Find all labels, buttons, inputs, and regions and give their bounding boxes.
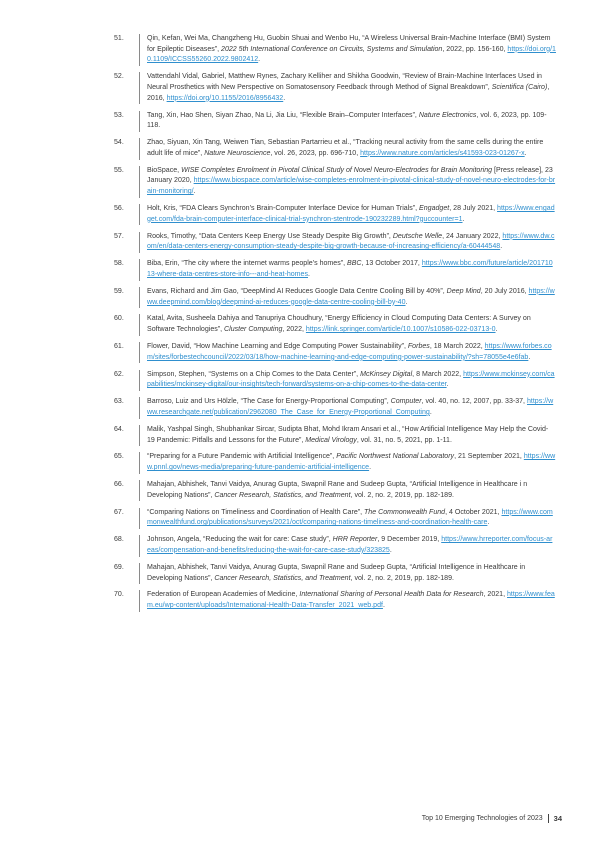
reference-source: Cancer Research, Statistics, and Treatment: [214, 574, 351, 582]
reference-number: 55.: [114, 166, 124, 174]
reference-text: [139, 425, 556, 446]
reference-item: [112, 508, 556, 529]
reference-source: HRR Reporter: [332, 536, 378, 544]
reference-segment: , 13 October 2017,: [361, 260, 422, 268]
reference-segment: Katal, Avita, Susheela Dahiya and Tanupriya Choudhury, “Energy Efficiency in Cloud Computing Data Centers: A Survey on Software Technologies”,: [147, 315, 531, 334]
reference-source: 2022 5th International Conference on Circuits, Systems and Simulation: [221, 45, 443, 53]
reference-item: [112, 590, 556, 611]
reference-item: [112, 342, 556, 363]
reference-item: [112, 480, 556, 501]
reference-source: Cancer Research, Statistics, and Treatment: [214, 491, 351, 499]
reference-segment: Tang, Xin, Hao Shen, Siyan Zhao, Na Li, Jia Liu, “Flexible Brain–Computer Interfaces”,: [147, 111, 419, 119]
reference-segment: , 4 October 2021,: [445, 508, 502, 516]
reference-item: [112, 34, 556, 66]
reference-number: 54.: [114, 139, 124, 147]
reference-item: [112, 425, 556, 446]
reference-text: [139, 72, 556, 104]
reference-segment: .: [429, 408, 432, 416]
reference-source: McKinsey Digital: [360, 370, 413, 378]
reference-item: [112, 452, 556, 473]
reference-segment: .: [389, 546, 392, 554]
reference-segment: .: [307, 270, 310, 278]
reference-item: [112, 563, 556, 584]
reference-segment: .: [446, 381, 449, 389]
reference-segment: .: [382, 602, 385, 610]
reference-item: [112, 535, 556, 556]
reference-text: [139, 397, 556, 418]
reference-segment: , vol. 26, 2023, pp. 696-710,: [270, 149, 361, 157]
reference-item: [112, 370, 556, 391]
reference-text: [139, 342, 556, 363]
reference-link[interactable]: https://www.hrreporter.com/focus-areas/compensation-and-benefits/reducing-the-wait-for-care-case-study/323825: [147, 536, 553, 554]
reference-link[interactable]: https://www.forbes.com/sites/forbestechcouncil/2022/03/18/how-machine-learning-and-edge-computing-power-sustainability/?sh=78055e4e6fab: [147, 343, 552, 361]
reference-number: 61.: [114, 343, 124, 351]
reference-segment: “Preparing for a Future Pandemic with Artificial Intelligence”,: [147, 453, 337, 461]
reference-text: [139, 287, 556, 308]
page-footer: [422, 814, 562, 823]
reference-link[interactable]: https://doi.org/10.1109/ICCSS55260.2022.9802412: [147, 45, 556, 64]
reference-number: 62.: [114, 370, 124, 378]
reference-link[interactable]: https://doi.org/10.1155/2016/8956432: [166, 94, 284, 102]
reference-segment: .: [283, 94, 286, 102]
reference-item: [112, 204, 556, 225]
reference-link[interactable]: https://link.springer.com/article/10.1007/s10586-022-03713-0: [305, 326, 496, 334]
reference-text: [139, 34, 556, 66]
reference-segment: Federation of European Academies of Medicine,: [147, 591, 300, 599]
reference-segment: , 9 December 2019,: [377, 536, 442, 544]
reference-number: 65.: [114, 453, 124, 461]
reference-segment: .: [528, 353, 531, 361]
reference-segment: BioSpace,: [147, 166, 182, 174]
reference-segment: , 2021,: [483, 591, 508, 599]
reference-segment: .: [500, 243, 503, 251]
reference-text: [139, 204, 556, 225]
reference-text: [139, 452, 556, 473]
footer-title: Top 10 Emerging Technologies of 2023: [421, 815, 543, 822]
reference-segment: , 28 July 2021,: [449, 205, 498, 213]
reference-segment: Flower, David, “How Machine Learning and Edge Computing Power Sustainability”,: [147, 343, 408, 351]
reference-text: [139, 232, 556, 253]
reference-source: Forbes: [407, 343, 430, 351]
reference-item: [112, 111, 556, 132]
reference-source: Nature Electronics: [418, 111, 477, 119]
reference-number: 70.: [114, 591, 124, 599]
reference-segment: , 2022, pp. 156-160,: [442, 45, 508, 53]
reference-number: 52.: [114, 73, 124, 81]
reference-segment: , vol. 31, no. 5, 2021, pp. 1-11.: [356, 436, 452, 444]
reference-source: BBC: [347, 260, 362, 268]
reference-segment: “Comparing Nations on Timeliness and Coordination of Health Care”,: [147, 508, 364, 516]
reference-link[interactable]: https://www.nature.com/articles/s41593-023-01267-x: [360, 149, 525, 157]
reference-number: 58.: [114, 260, 124, 268]
reference-segment: Zhao, Siyuan, Xin Tang, Weiwen Tian, Sebastian Partarrieu et al., “Tracking neural activity from the same cells during the entire adult life of mice”,: [147, 139, 544, 157]
reference-segment: .: [495, 326, 498, 334]
reference-source: Engadget: [419, 205, 450, 213]
reference-link[interactable]: https://www.commonwealthfund.org/publications/surveys/2021/oct/comparing-nations-timeliness-and-coordination-health-care: [147, 508, 553, 527]
reference-segment: , 24 January 2022,: [442, 232, 503, 240]
reference-segment: Mahajan, Abhishek, Tanvi Vaidya, Anurag Gupta, Swapnil Rane and Sudeep Gupta, “Artificial Intelligence in Healthcare i n Developing Nations”,: [147, 481, 528, 499]
reference-segment: , vol. 2, no. 2, 2019, pp. 182-189.: [350, 491, 454, 499]
reference-link[interactable]: https://www.feam.eu/wp-content/uploads/International-Health-Data-Transfer_2021_web.pdf: [147, 591, 555, 610]
reference-segment: [Press release], 23 January 2020,: [147, 166, 553, 185]
reference-segment: Johnson, Angela, “Reducing the wait for care: Case study”,: [147, 536, 333, 544]
reference-number: 53.: [114, 111, 124, 119]
reference-link[interactable]: https://www.mckinsey.com/capabilities/mckinsey-digital/our-insights/tech-forward/systems-on-a-chip-comes-to-the-data-center: [147, 370, 555, 389]
reference-source: Medical Virology: [305, 436, 357, 444]
reference-segment: .: [369, 464, 372, 472]
reference-number: 57.: [114, 232, 124, 240]
reference-segment: , vol. 2, no. 2, 2019, pp. 182-189.: [350, 574, 454, 582]
reference-text: [139, 590, 556, 611]
reference-segment: , 2022,: [282, 326, 306, 334]
reference-segment: , 2016,: [147, 84, 550, 102]
reference-number: 64.: [114, 425, 124, 433]
reference-segment: Holt, Kris, “FDA Clears Synchron’s Brain-Computer Interface Device for Human Trials”,: [147, 205, 420, 213]
reference-segment: .: [524, 149, 527, 157]
reference-link[interactable]: https://www.dw.com/en/data-centers-energy-consumption-steady-despite-big-growth-because-of-increasing-efficiency/a-60444548: [147, 232, 555, 251]
reference-list: [112, 34, 556, 618]
reference-text: [139, 166, 556, 198]
reference-text: [139, 138, 556, 159]
reference-item: [112, 397, 556, 418]
reference-link[interactable]: https://www.deepmind.com/blog/deepmind-ai-reduces-google-data-centre-cooling-bill-by-40: [147, 287, 555, 306]
reference-segment: .: [258, 56, 261, 64]
reference-segment: Mahajan, Abhishek, Tanvi Vaidya, Anurag Gupta, Swapnil Rane and Sudeep Gupta, “Artificial Intelligence in Healthcare in Developing Nations”,: [147, 563, 526, 582]
reference-number: 69.: [114, 563, 124, 571]
reference-segment: Vattendahl Vidal, Gabriel, Matthew Rynes, Zachary Kelliher and Shikha Goodwin, “Review of Brain-Machine Interfaces Used in Neural Prosthetics with New Perspective on Somatosensory Feedback through Method of Signal Breakdown”,: [147, 73, 542, 91]
reference-item: [112, 138, 556, 159]
reference-segment: Qin, Kefan, Wei Ma, Changzheng Hu, Guobin Shuai and Wenbo Hu, “A Wireless Universal Brain-Machine Interface (BMI) System for Epileptic Diseases”,: [147, 35, 551, 53]
reference-text: [139, 259, 556, 280]
reference-segment: Evans, Richard and Jim Gao, “DeepMind AI Reduces Google Data Centre Cooling Bill by 40%”,: [147, 287, 447, 295]
reference-segment: .: [193, 188, 196, 196]
reference-segment: , 20 July 2016,: [480, 287, 529, 295]
reference-source: Deep Mind: [446, 287, 481, 295]
reference-segment: .: [487, 519, 490, 527]
reference-number: 63.: [114, 398, 124, 406]
reference-link[interactable]: https://www.researchgate.net/publication/2962080_The_Case_for_Energy-Proportional_Computing: [147, 398, 554, 416]
reference-segment: , vol. 6, 2023, pp. 109-118.: [147, 111, 547, 130]
reference-number: 51.: [114, 35, 124, 42]
reference-text: [139, 370, 556, 391]
reference-segment: Simpson, Stephen, “Systems on a Chip Comes to the Data Center”,: [147, 370, 361, 378]
reference-segment: Barroso, Luiz and Urs Hölzle, “The Case for Energy-Proportional Computing”,: [147, 398, 391, 406]
reference-segment: Biba, Erin, “The city where the internet warms people’s homes”,: [147, 260, 348, 268]
reference-item: [112, 232, 556, 253]
reference-segment: Rooks, Timothy, “Data Centers Keep Energy Use Steady Despite Big Growth”,: [147, 232, 393, 240]
reference-text: [139, 535, 556, 556]
reference-item: [112, 287, 556, 308]
reference-segment: .: [405, 298, 408, 306]
reference-link[interactable]: https://www.bbc.com/future/article/20171013-where-data-centres-store-info---and-heat-homes: [147, 260, 553, 278]
reference-link[interactable]: https://www.biospace.com/article/wise-completes-enrolment-in-pivotal-clinical-study-of-novel-neuro-electrodes-for-brain-monitoring/: [147, 177, 556, 196]
reference-segment: , 8 March 2022,: [412, 370, 464, 378]
reference-text: [139, 563, 556, 584]
reference-segment: .: [462, 215, 465, 223]
reference-text: [139, 480, 556, 501]
reference-number: 59.: [114, 287, 124, 295]
reference-segment: , vol. 40, no. 12, 2007, pp. 33-37,: [421, 398, 527, 406]
reference-segment: , 18 March 2022,: [429, 343, 485, 351]
reference-text: [139, 314, 556, 335]
reference-source: Deutsche Welle: [392, 232, 443, 240]
reference-source: Cluster Computing: [224, 326, 283, 334]
reference-source: Pacific Northwest National Laboratory: [336, 453, 455, 461]
reference-segment: , 21 September 2021,: [454, 453, 524, 461]
reference-number: 56.: [114, 205, 124, 213]
reference-segment: Malik, Yashpal Singh, Shubhankar Sircar, Sudipta Bhat, Mohd Ikram Ansari et al., “How Artificial Intelligence May Help the Covid-19 Pandemic: Pitfalls and Lessons for the Future”,: [147, 425, 549, 444]
reference-text: [139, 508, 556, 529]
reference-item: [112, 259, 556, 280]
reference-text: [139, 111, 556, 132]
reference-source: WISE Completes Enrolment in Pivotal Clinical Study of Novel Neuro-Electrodes for Brain Monitoring: [181, 166, 493, 174]
reference-source: Nature Neuroscience: [204, 149, 271, 157]
reference-link[interactable]: https://www.pnnl.gov/news-media/preparing-future-pandemic-artificial-intelligence: [147, 453, 556, 472]
reference-number: 66.: [114, 481, 124, 489]
reference-item: [112, 314, 556, 335]
reference-source: International Sharing of Personal Health Data for Research: [299, 591, 484, 599]
reference-number: 68.: [114, 536, 124, 544]
reference-link[interactable]: https://www.engadget.com/fda-brain-computer-interface-clinical-trial-synchron-stentrode-190232289.html?guccounter=1: [147, 205, 555, 223]
reference-number: 67.: [114, 508, 124, 516]
page-number: 34: [548, 814, 562, 823]
reference-source: The Commonwealth Fund: [364, 508, 446, 516]
reference-source: Computer: [390, 398, 422, 406]
reference-item: [112, 166, 556, 198]
reference-source: Scientifica (Cairo): [491, 84, 548, 91]
reference-number: 60.: [114, 315, 124, 323]
reference-item: [112, 72, 556, 104]
